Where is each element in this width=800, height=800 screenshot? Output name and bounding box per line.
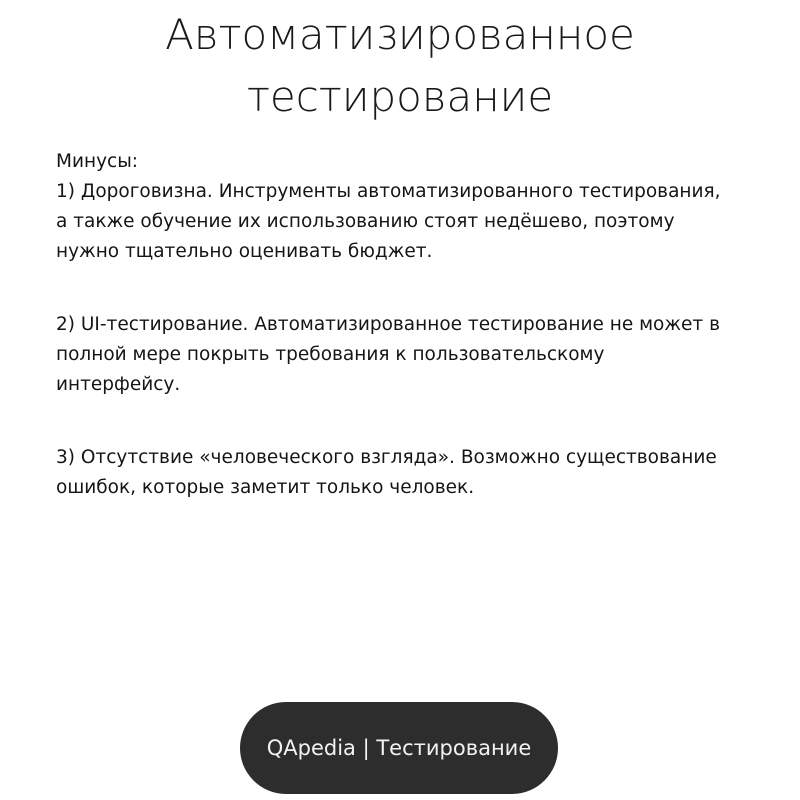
cons-item-1-line-3: нужно тщательно оценивать бюджет. — [56, 241, 433, 262]
channel-badge: QApedia | Тестирование — [240, 702, 558, 794]
cons-item-1 — [56, 177, 776, 267]
cons-section — [56, 147, 776, 503]
cons-item-1-line-1: 1) Дороговизна. Инструменты автоматизированного тестирования, — [56, 181, 721, 202]
page-title-line-1: Автоматизированное — [165, 10, 635, 59]
page-title-line-2: тестирование — [246, 72, 554, 121]
cons-item-1-line-2: а также обучение их использованию стоят недёшево, поэтому — [56, 211, 675, 232]
page-title — [0, 4, 800, 128]
paragraph-spacer — [56, 267, 776, 310]
cons-item-2-line-1: 2) UI-тестирование. Автоматизированное тестирование не может в — [56, 314, 720, 335]
cons-item-2-line-2: полной мере покрыть требования к пользовательскому — [56, 344, 605, 365]
paragraph-spacer — [56, 400, 776, 443]
cons-item-2 — [56, 310, 776, 400]
cons-item-3-line-2: ошибок, которые заметит только человек. — [56, 477, 475, 498]
cons-item-2-line-3: интерфейсу. — [56, 374, 181, 395]
cons-item-3 — [56, 443, 776, 503]
cons-heading: Минусы: — [56, 151, 139, 172]
cons-item-3-line-1: 3) Отсутствие «человеческого взгляда». Возможно существование — [56, 447, 717, 468]
